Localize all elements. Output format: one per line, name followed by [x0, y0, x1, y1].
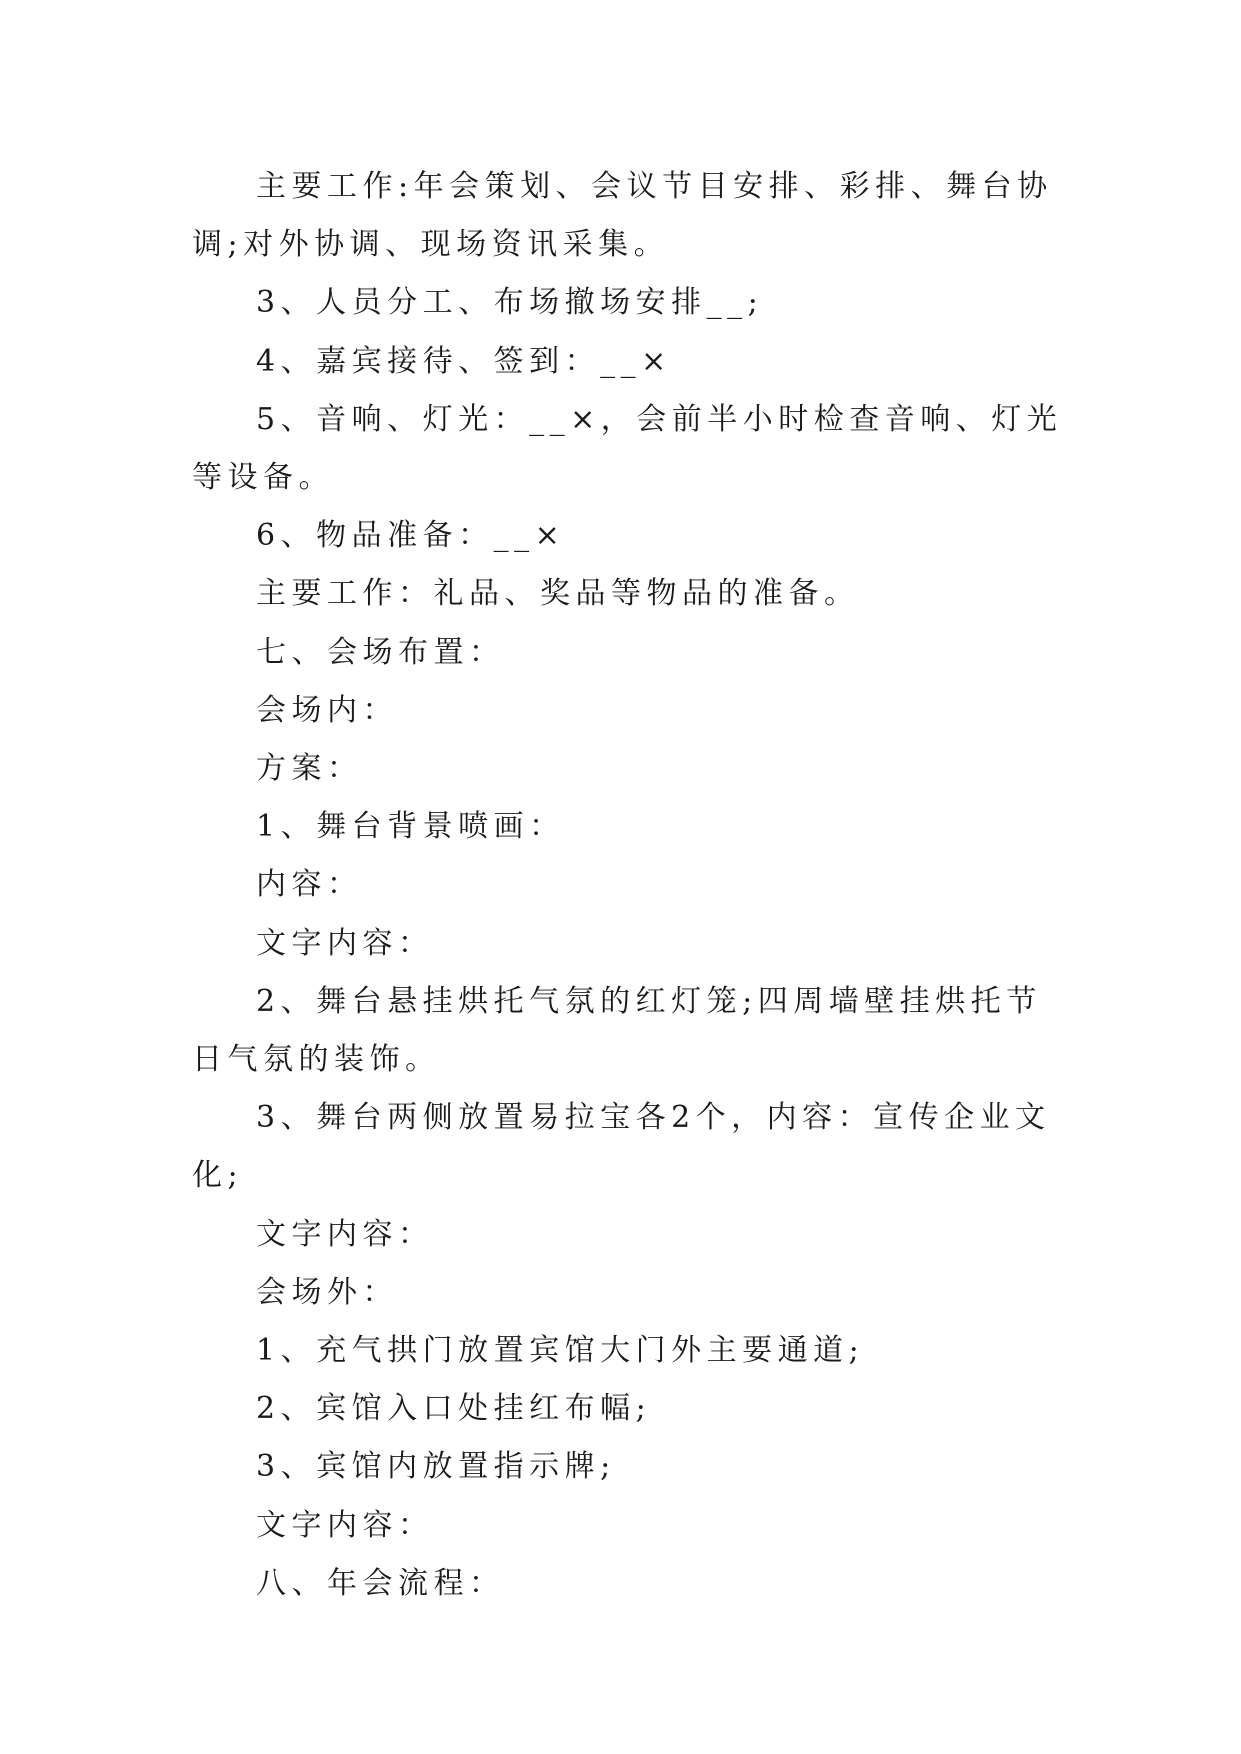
paragraph-inflatable-arch: 1、充气拱门放置宾馆大门外主要通道; — [256, 1333, 865, 1369]
paragraph-text-content-3: 文字内容： — [256, 1507, 434, 1543]
paragraph-supplies: 6、物品准备：__× — [256, 518, 566, 554]
paragraph-content: 内容： — [256, 867, 363, 903]
heading-annual-meeting-process: 八、年会流程： — [256, 1565, 505, 1601]
paragraph-staff-division: 3、人员分工、布场撤场安排__; — [256, 285, 764, 321]
paragraph-roll-up-banners: 3、舞台两侧放置易拉宝各2个，内容：宣传企业文化; — [192, 1100, 1051, 1194]
paragraph-main-work-planning: 主要工作:年会策划、会议节目安排、彩排、舞台协调;对外协调、现场资讯采集。 — [192, 169, 1053, 263]
paragraph-text-content-1: 文字内容： — [256, 925, 434, 961]
paragraph-plan: 方案： — [256, 751, 363, 787]
paragraph-stage-backdrop: 1、舞台背景喷画： — [256, 809, 565, 845]
heading-venue-layout: 七、会场布置： — [256, 634, 505, 670]
document-body — [192, 158, 1072, 1613]
paragraph-red-banner: 2、宾馆入口处挂红布幅; — [256, 1391, 652, 1427]
paragraph-text-content-2: 文字内容： — [256, 1216, 434, 1252]
paragraph-sound-lighting: 5、音响、灯光：__×，会前半小时检查音响、灯光等设备。 — [192, 401, 1063, 496]
paragraph-indoor-venue: 会场内： — [256, 692, 398, 728]
paragraph-outdoor-venue: 会场外： — [256, 1274, 398, 1310]
paragraph-main-work-gifts: 主要工作：礼品、奖品等物品的准备。 — [256, 576, 860, 612]
paragraph-guest-reception: 4、嘉宾接待、签到：__× — [256, 343, 672, 379]
paragraph-signboards: 3、宾馆内放置指示牌; — [256, 1449, 616, 1485]
paragraph-red-lanterns: 2、舞台悬挂烘托气氛的红灯笼;四周墙壁挂烘托节日气氛的装饰。 — [192, 983, 1042, 1078]
